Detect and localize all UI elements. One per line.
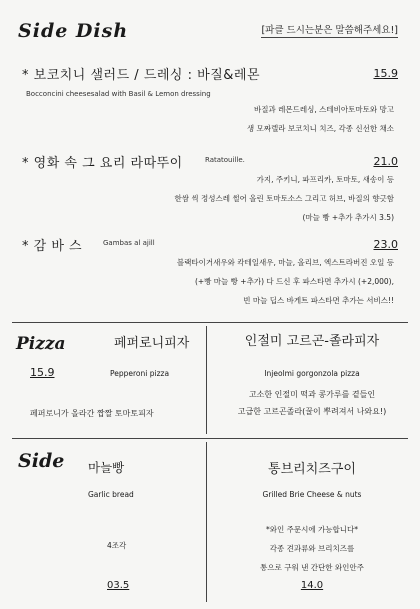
- section-divider: [12, 438, 408, 439]
- menu-item-price: 15.9: [30, 366, 55, 379]
- column-divider: [206, 326, 207, 434]
- menu-item-portion: 4조각: [107, 541, 127, 550]
- menu-item-price: 15.9: [373, 67, 398, 80]
- section-title-side: Side: [18, 450, 65, 472]
- menu-item-english-name: Garlic bread: [88, 490, 134, 499]
- column-divider: [206, 442, 207, 602]
- menu-item-price: 23.0: [373, 238, 398, 251]
- menu-item-english-name: Pepperoni pizza: [110, 369, 170, 378]
- menu-item-name: 페퍼로니피자: [114, 336, 190, 351]
- menu-item-description: 가지, 주키니, 파프리카, 토마토, 새송이 등 한쌈 씩 정성스레 썰어 올린 토마토소스 그리고 허브, 바질의 향긋함 (마늘 빵 +추가 추가시 3.5): [174, 175, 394, 222]
- section-title-side-dish: Side Dish: [18, 20, 129, 42]
- menu-item-description: 바질과 레몬드레싱, 스테비아토마토와 망고 생 모짜렐라 보코치니 치즈, 각종 신선한 채소: [246, 105, 394, 133]
- menu-item-price: 03.5: [107, 580, 130, 591]
- menu-item-name: 인절미 고르곤-졸라피자: [244, 334, 380, 349]
- menu-item-price: 14.0: [300, 580, 324, 591]
- menu-item-english-name: Injeolmi gorgonzola pizza: [264, 369, 360, 378]
- menu-item-english-name: Bocconcini cheesesalad with Basil & Lemon dressing: [26, 90, 211, 98]
- menu-item-name: * 감 바 스: [22, 239, 83, 254]
- menu-item-english-name: Grilled Brie Cheese & nuts: [262, 490, 362, 499]
- menu-item-description: 블랙타이거새우와 칵테일새우, 마늘, 올리브, 엑스트라버진 오일 등 (+빵 마늘 빵 +추가) 다 드신 후 파스타면 추가시 (+2,000), 빈 마늘 딥스 바게트 파스타면 추가는 서비스!!: [176, 258, 394, 305]
- section-title-pizza: Pizza: [16, 334, 66, 354]
- spicy-note: [파클 드시는분은 말씀해주세요!]: [261, 22, 398, 38]
- menu-item-description: 페퍼로니가 올라간 짭짤 토마토피자: [30, 409, 154, 418]
- menu-item-description: *와인 주문시에 가능합니다* 각종 견과류와 브리치즈를 통으로 구워 낸 간단한 와인안주: [260, 525, 364, 572]
- section-divider: [12, 322, 408, 323]
- menu-item-english-name: Ratatouille.: [205, 156, 245, 164]
- menu-item-description: 고소한 인절미 떡과 콩가루를 곁들인 고급한 고르곤졸라(꿀이 뿌려져서 나와요!): [237, 390, 387, 416]
- menu-item-english-name: Gambas al ajill: [103, 239, 155, 247]
- menu-item-name: 마늘빵: [88, 460, 125, 475]
- menu-item-price: 21.0: [373, 155, 398, 168]
- menu-item-name: * 보코치니 샐러드 / 드레싱 : 바질&레몬: [22, 68, 261, 83]
- menu-item-name: * 영화 속 그 요리 라따뚜이: [22, 156, 183, 171]
- menu-item-name: 통브리치즈구이: [268, 462, 356, 477]
